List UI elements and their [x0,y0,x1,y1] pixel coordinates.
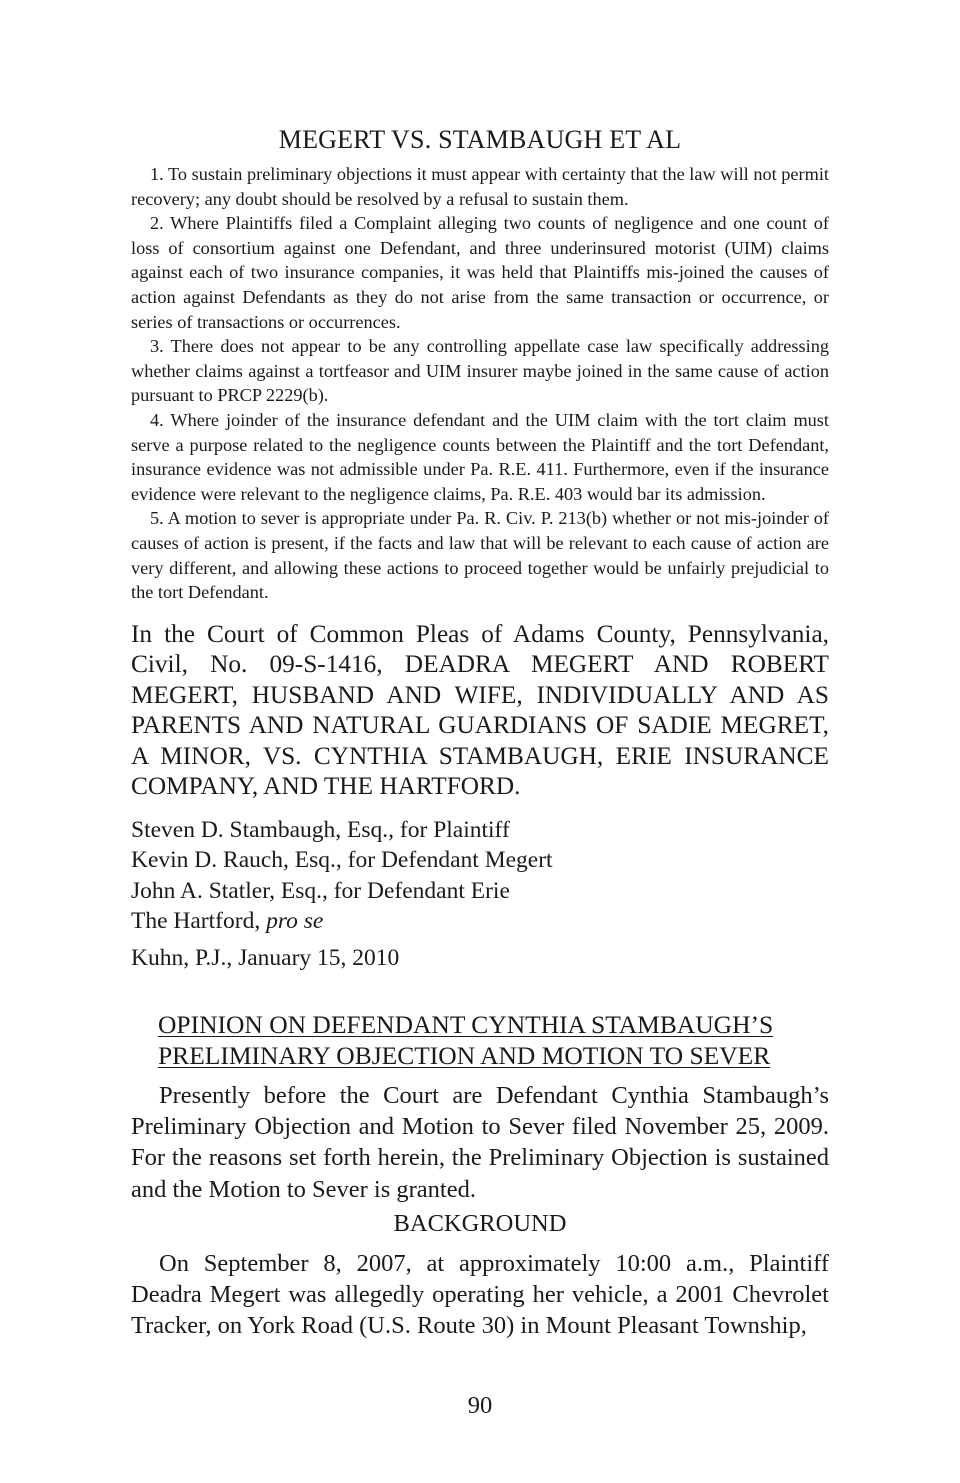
background-paragraph: On September 8, 2007, at approximately 10:00 a.m., Plaintiff Deadra Megert was allegedly operating her vehicle, a 2001 Chevrolet Tracker, on York Road (U.S. Route 30) in Mount Pleasant Township, [131,1249,829,1340]
counsel-plaintiff: Steven D. Stambaugh, Esq., for Plaintiff [131,816,510,843]
background-heading: BACKGROUND [393,1209,567,1237]
headnote-4: 4. Where joinder of the insurance defendant and the UIM claim with the tort claim must serve a purpose related to the negligence counts between the Plaintiff and the tort Defendant, insurance evidence was not admissible under Pa. R.E. 411. Furthermore, even if the insurance evidence were relevant to the negligence claims, Pa. R.E. 403 would bar its admission. [131,409,829,504]
counsel-hartford-name: The Hartford, [131,908,267,935]
headnotes [131,162,829,605]
counsel-defendant-megert: Kevin D. Rauch, Esq., for Defendant Megert [131,847,553,874]
running-head: MEGERT VS. STAMBAUGH ET AL [278,125,682,154]
case-caption: In the Court of Common Pleas of Adams County, Pennsylvania, Civil, No. 09-S-1416, DEADRA MEGERT AND ROBERT MEGERT, HUSBAND AND WIFE, INDIVIDUALLY AND AS PARENTS AND NATURAL GUARDIANS OF SADIE MEGRET, A MINOR, VS. CYNTHIA STAMBAUGH, ERIE INSURANCE COMPANY, AND THE HARTFORD. [131,619,829,801]
page-content [131,124,829,1342]
judge-date-line: Kuhn, P.J., January 15, 2010 [131,944,400,971]
counsel-defendant-erie: John A. Statler, Esq., for Defendant Erie [131,877,510,904]
headnote-2: 2. Where Plaintiffs filed a Complaint alleging two counts of negligence and one count of loss of consortium against one Defendant, and three underinsured motorist (UIM) claims against each of two insurance companies, it was held that Plaintiffs mis-joined the causes of action against Defendants as they do not arise from the same transaction or occurrence, or series of transactions or occurrences. [131,213,829,332]
opinion-title-line-1: OPINION ON DEFENDANT CYNTHIA STAMBAUGH’S [158,1009,774,1039]
counsel-hartford [131,906,829,937]
opinion-title [131,1009,829,1071]
opinion-title-line-2: PRELIMINARY OBJECTION AND MOTION TO SEVER [158,1040,771,1070]
counsel-list [131,815,829,973]
headnote-1: 1. To sustain preliminary objections it must appear with certainty that the law will not permit recovery; any doubt should be resolved by a refusal to sustain them. [131,164,829,209]
counsel-hartford-role: pro se [266,908,324,935]
opinion-intro-paragraph: Presently before the Court are Defendant Cynthia Stambaugh’s Preliminary Objection and Motion to Sever filed November 25, 2009. For the reasons set forth herein, the Preliminary Objection is sustained and the Motion to Sever is granted. [131,1081,829,1203]
page-number: 90 [467,1392,493,1419]
headnote-5: 5. A motion to sever is appropriate under Pa. R. Civ. P. 213(b) whether or not mis-joinder of causes of action is present, if the facts and law that will be relevant to each cause of action are very different, and allowing these actions to proceed together would be unfairly prejudicial to the tort Defendant. [131,508,829,603]
headnote-3: 3. There does not appear to be any controlling appellate case law specifically addressing whether claims against a tortfeasor and UIM insurer maybe joined in the same cause of action pursuant to PRCP 2229(b). [131,336,829,406]
